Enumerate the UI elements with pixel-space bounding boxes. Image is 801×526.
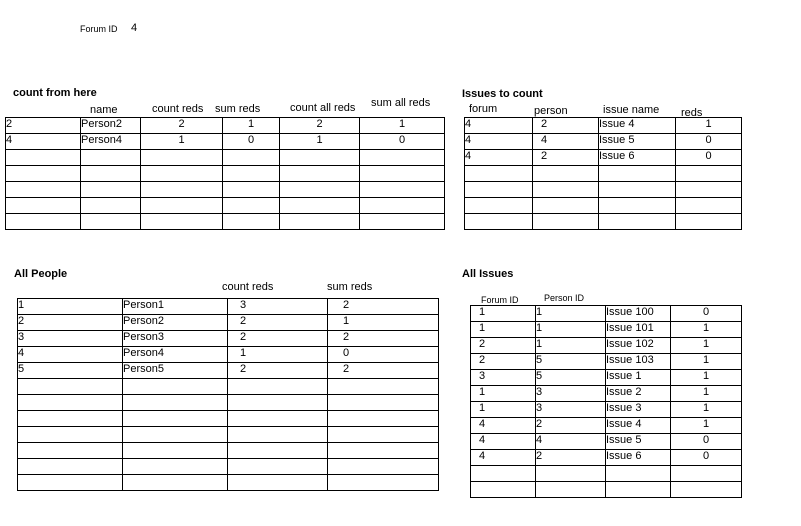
cell[interactable]: 2 — [228, 315, 328, 331]
cell[interactable]: Person2 — [123, 315, 228, 331]
cell[interactable]: 1 — [360, 118, 445, 134]
all-people-table — [17, 298, 439, 491]
cell[interactable]: 2 — [471, 354, 536, 370]
empty-cell[interactable] — [328, 475, 439, 491]
table-row[interactable] — [18, 331, 439, 347]
empty-cell[interactable] — [360, 198, 445, 214]
empty-cell[interactable] — [6, 198, 81, 214]
table-row[interactable] — [471, 322, 742, 338]
empty-cell[interactable] — [280, 198, 360, 214]
empty-cell[interactable] — [81, 182, 141, 198]
empty-cell[interactable] — [465, 198, 533, 214]
table-row[interactable] — [471, 466, 742, 482]
forum-id-value[interactable]: 4 — [131, 22, 138, 34]
empty-cell[interactable] — [18, 411, 123, 427]
table-row[interactable] — [471, 386, 742, 402]
empty-cell[interactable] — [141, 182, 223, 198]
cell[interactable]: 4 — [465, 134, 533, 150]
empty-cell[interactable] — [280, 150, 360, 166]
table-row[interactable] — [471, 354, 742, 370]
cfh-header-count-all-reds: count all reds — [290, 102, 356, 114]
cell[interactable]: 1 — [671, 354, 742, 370]
empty-cell[interactable] — [123, 411, 228, 427]
empty-cell[interactable] — [328, 459, 439, 475]
empty-cell[interactable] — [533, 182, 599, 198]
cell[interactable]: 1 — [471, 322, 536, 338]
cell[interactable]: 0 — [328, 347, 439, 363]
table-row[interactable] — [18, 363, 439, 379]
empty-cell[interactable] — [18, 459, 123, 475]
empty-cell[interactable] — [360, 150, 445, 166]
empty-cell[interactable] — [471, 482, 536, 498]
cell[interactable]: Issue 4 — [606, 418, 671, 434]
cell[interactable]: Issue 102 — [606, 338, 671, 354]
empty-cell[interactable] — [228, 411, 328, 427]
table-row[interactable] — [18, 299, 439, 315]
empty-cell[interactable] — [606, 482, 671, 498]
empty-cell[interactable] — [533, 214, 599, 230]
cell[interactable]: 2 — [471, 338, 536, 354]
cell[interactable]: 0 — [676, 134, 742, 150]
cell[interactable]: 3 — [471, 370, 536, 386]
table-row[interactable] — [18, 427, 439, 443]
empty-cell[interactable] — [328, 443, 439, 459]
empty-cell[interactable] — [81, 150, 141, 166]
itc-header-forum: forum — [469, 103, 498, 115]
ap-header-count-reds: count reds — [222, 281, 274, 293]
table-row[interactable] — [6, 134, 445, 150]
empty-cell[interactable] — [536, 466, 606, 482]
cell[interactable]: 2 — [18, 315, 123, 331]
cfh-header-count-reds: count reds — [152, 103, 204, 115]
cell[interactable]: 1 — [280, 134, 360, 150]
empty-cell[interactable] — [465, 214, 533, 230]
table-row[interactable] — [18, 475, 439, 491]
cell[interactable]: 1 — [676, 118, 742, 134]
cell[interactable]: 1 — [471, 386, 536, 402]
empty-cell[interactable] — [141, 166, 223, 182]
cell[interactable]: Issue 4 — [599, 118, 676, 134]
cell[interactable]: 0 — [671, 434, 742, 450]
cell[interactable]: Issue 1 — [606, 370, 671, 386]
empty-cell[interactable] — [536, 482, 606, 498]
cell[interactable]: Person4 — [81, 134, 141, 150]
table-row[interactable] — [465, 118, 742, 134]
cell[interactable]: Issue 103 — [606, 354, 671, 370]
cell[interactable]: 1 — [671, 322, 742, 338]
cell[interactable]: 4 — [471, 418, 536, 434]
cell[interactable]: Issue 5 — [606, 434, 671, 450]
cell[interactable]: 4 — [18, 347, 123, 363]
empty-cell[interactable] — [123, 427, 228, 443]
cell[interactable]: 4 — [471, 434, 536, 450]
cfh-header-sum-reds: sum reds — [215, 103, 261, 115]
cell[interactable]: 2 — [141, 118, 223, 134]
empty-cell[interactable] — [228, 395, 328, 411]
cell[interactable]: 2 — [328, 331, 439, 347]
count-from-here-title: count from here — [13, 87, 97, 99]
cell[interactable]: Person4 — [123, 347, 228, 363]
cell[interactable]: 2 — [328, 363, 439, 379]
empty-cell[interactable] — [18, 395, 123, 411]
cell[interactable]: 1 — [223, 118, 280, 134]
cell[interactable]: 2 — [228, 363, 328, 379]
cell[interactable]: Person1 — [123, 299, 228, 315]
cell[interactable]: 2 — [533, 150, 599, 166]
table-row[interactable] — [465, 150, 742, 166]
empty-cell[interactable] — [533, 166, 599, 182]
cell[interactable]: 3 — [536, 386, 606, 402]
cell[interactable]: Person2 — [81, 118, 141, 134]
empty-cell[interactable] — [280, 182, 360, 198]
table-row[interactable] — [471, 402, 742, 418]
cell[interactable]: 2 — [228, 331, 328, 347]
table-row[interactable] — [465, 198, 742, 214]
empty-cell[interactable] — [671, 466, 742, 482]
empty-cell[interactable] — [123, 379, 228, 395]
table-row[interactable] — [6, 214, 445, 230]
ap-header-sum-reds: sum reds — [327, 281, 373, 293]
empty-cell[interactable] — [228, 427, 328, 443]
empty-cell[interactable] — [228, 459, 328, 475]
empty-cell[interactable] — [671, 482, 742, 498]
cell[interactable]: 0 — [360, 134, 445, 150]
empty-cell[interactable] — [228, 475, 328, 491]
cell[interactable]: Issue 3 — [606, 402, 671, 418]
empty-cell[interactable] — [360, 166, 445, 182]
table-row[interactable] — [18, 411, 439, 427]
table-row[interactable] — [471, 306, 742, 322]
cell[interactable]: 0 — [676, 150, 742, 166]
cell[interactable]: 3 — [228, 299, 328, 315]
empty-cell[interactable] — [81, 198, 141, 214]
empty-cell[interactable] — [6, 166, 81, 182]
cell[interactable]: 1 — [471, 306, 536, 322]
table-row[interactable] — [6, 118, 445, 134]
empty-cell[interactable] — [18, 443, 123, 459]
cell[interactable]: 1 — [228, 347, 328, 363]
cell[interactable]: 1 — [671, 402, 742, 418]
table-row[interactable] — [6, 166, 445, 182]
empty-cell[interactable] — [328, 379, 439, 395]
table-row[interactable] — [471, 370, 742, 386]
empty-cell[interactable] — [676, 214, 742, 230]
cell[interactable]: 1 — [471, 402, 536, 418]
cell[interactable]: 2 — [536, 450, 606, 466]
empty-cell[interactable] — [465, 182, 533, 198]
cell[interactable]: 3 — [536, 402, 606, 418]
cell[interactable]: 1 — [536, 306, 606, 322]
cell[interactable]: 4 — [465, 150, 533, 166]
table-row[interactable] — [471, 434, 742, 450]
cell[interactable]: 1 — [671, 370, 742, 386]
cell[interactable]: 4 — [465, 118, 533, 134]
table-row[interactable] — [471, 482, 742, 498]
cell[interactable]: 2 — [280, 118, 360, 134]
empty-cell[interactable] — [676, 198, 742, 214]
empty-cell[interactable] — [599, 214, 676, 230]
empty-cell[interactable] — [360, 182, 445, 198]
cell[interactable]: Issue 100 — [606, 306, 671, 322]
empty-cell[interactable] — [606, 466, 671, 482]
empty-cell[interactable] — [223, 182, 280, 198]
empty-cell[interactable] — [223, 150, 280, 166]
cell[interactable]: 4 — [471, 450, 536, 466]
empty-cell[interactable] — [533, 198, 599, 214]
empty-cell[interactable] — [223, 198, 280, 214]
empty-cell[interactable] — [18, 475, 123, 491]
cell[interactable]: 1 — [141, 134, 223, 150]
ai-header-person-id: Person ID — [544, 293, 585, 303]
issues-to-count-table — [464, 117, 742, 230]
table-row[interactable] — [18, 443, 439, 459]
cell[interactable]: 2 — [6, 118, 81, 134]
cell[interactable]: 2 — [533, 118, 599, 134]
cfh-header-name: name — [90, 104, 118, 116]
empty-cell[interactable] — [360, 214, 445, 230]
cell[interactable]: 4 — [536, 434, 606, 450]
table-row[interactable] — [465, 214, 742, 230]
table-row[interactable] — [18, 347, 439, 363]
cell[interactable]: 2 — [536, 418, 606, 434]
empty-cell[interactable] — [465, 166, 533, 182]
count-from-here-table — [5, 117, 445, 230]
cell[interactable]: Issue 5 — [599, 134, 676, 150]
cell[interactable]: 3 — [18, 331, 123, 347]
cell[interactable]: 5 — [18, 363, 123, 379]
empty-cell[interactable] — [6, 182, 81, 198]
all-people-title: All People — [14, 268, 68, 280]
empty-cell[interactable] — [6, 214, 81, 230]
cell[interactable]: 1 — [328, 315, 439, 331]
empty-cell[interactable] — [328, 395, 439, 411]
empty-cell[interactable] — [471, 466, 536, 482]
table-row[interactable] — [471, 450, 742, 466]
empty-cell[interactable] — [599, 166, 676, 182]
empty-cell[interactable] — [223, 214, 280, 230]
cell[interactable]: 1 — [671, 338, 742, 354]
empty-cell[interactable] — [123, 395, 228, 411]
table-row[interactable] — [6, 182, 445, 198]
table-row[interactable] — [18, 459, 439, 475]
ai-header-forum-id: Forum ID — [481, 295, 519, 305]
empty-cell[interactable] — [228, 379, 328, 395]
cell[interactable]: 0 — [671, 306, 742, 322]
cell[interactable]: 0 — [671, 450, 742, 466]
empty-cell[interactable] — [141, 198, 223, 214]
empty-cell[interactable] — [676, 182, 742, 198]
cell[interactable]: 4 — [6, 134, 81, 150]
empty-cell[interactable] — [81, 214, 141, 230]
empty-cell[interactable] — [223, 166, 280, 182]
empty-cell[interactable] — [18, 379, 123, 395]
table-row[interactable] — [6, 198, 445, 214]
cell[interactable]: Person3 — [123, 331, 228, 347]
empty-cell[interactable] — [81, 166, 141, 182]
issues-to-count-title: Issues to count — [462, 88, 543, 100]
empty-cell[interactable] — [123, 459, 228, 475]
cell[interactable]: 5 — [536, 354, 606, 370]
empty-cell[interactable] — [228, 443, 328, 459]
empty-cell[interactable] — [18, 427, 123, 443]
empty-cell[interactable] — [280, 166, 360, 182]
cell[interactable]: 1 — [671, 418, 742, 434]
cell[interactable]: Issue 6 — [606, 450, 671, 466]
empty-cell[interactable] — [141, 150, 223, 166]
table-row[interactable] — [471, 338, 742, 354]
empty-cell[interactable] — [599, 182, 676, 198]
empty-cell[interactable] — [599, 198, 676, 214]
table-row[interactable] — [471, 418, 742, 434]
empty-cell[interactable] — [328, 411, 439, 427]
cfh-header-sum-all-reds: sum all reds — [371, 97, 431, 109]
empty-cell[interactable] — [6, 150, 81, 166]
cell[interactable]: 1 — [671, 386, 742, 402]
cell[interactable]: Issue 6 — [599, 150, 676, 166]
empty-cell[interactable] — [676, 166, 742, 182]
itc-header-reds: reds — [681, 107, 703, 119]
empty-cell[interactable] — [141, 214, 223, 230]
cell[interactable]: 2 — [328, 299, 439, 315]
itc-header-person: person — [534, 105, 568, 117]
table-row[interactable] — [18, 379, 439, 395]
empty-cell[interactable] — [123, 443, 228, 459]
table-row[interactable] — [465, 166, 742, 182]
empty-cell[interactable] — [123, 475, 228, 491]
table-row[interactable] — [465, 182, 742, 198]
empty-cell[interactable] — [280, 214, 360, 230]
cell[interactable]: Issue 2 — [606, 386, 671, 402]
table-row[interactable] — [6, 150, 445, 166]
table-row[interactable] — [465, 134, 742, 150]
cell[interactable]: 5 — [536, 370, 606, 386]
itc-header-issue-name: issue name — [603, 104, 660, 116]
all-issues-table — [470, 305, 742, 498]
cell[interactable]: 4 — [533, 134, 599, 150]
cell[interactable]: Issue 101 — [606, 322, 671, 338]
table-row[interactable] — [18, 395, 439, 411]
forum-id-label: Forum ID — [80, 24, 118, 34]
cell[interactable]: 1 — [18, 299, 123, 315]
table-row[interactable] — [18, 315, 439, 331]
all-issues-title: All Issues — [462, 268, 514, 280]
cell[interactable]: 1 — [536, 322, 606, 338]
cell[interactable]: 0 — [223, 134, 280, 150]
cell[interactable]: Person5 — [123, 363, 228, 379]
cell[interactable]: 1 — [536, 338, 606, 354]
empty-cell[interactable] — [328, 427, 439, 443]
